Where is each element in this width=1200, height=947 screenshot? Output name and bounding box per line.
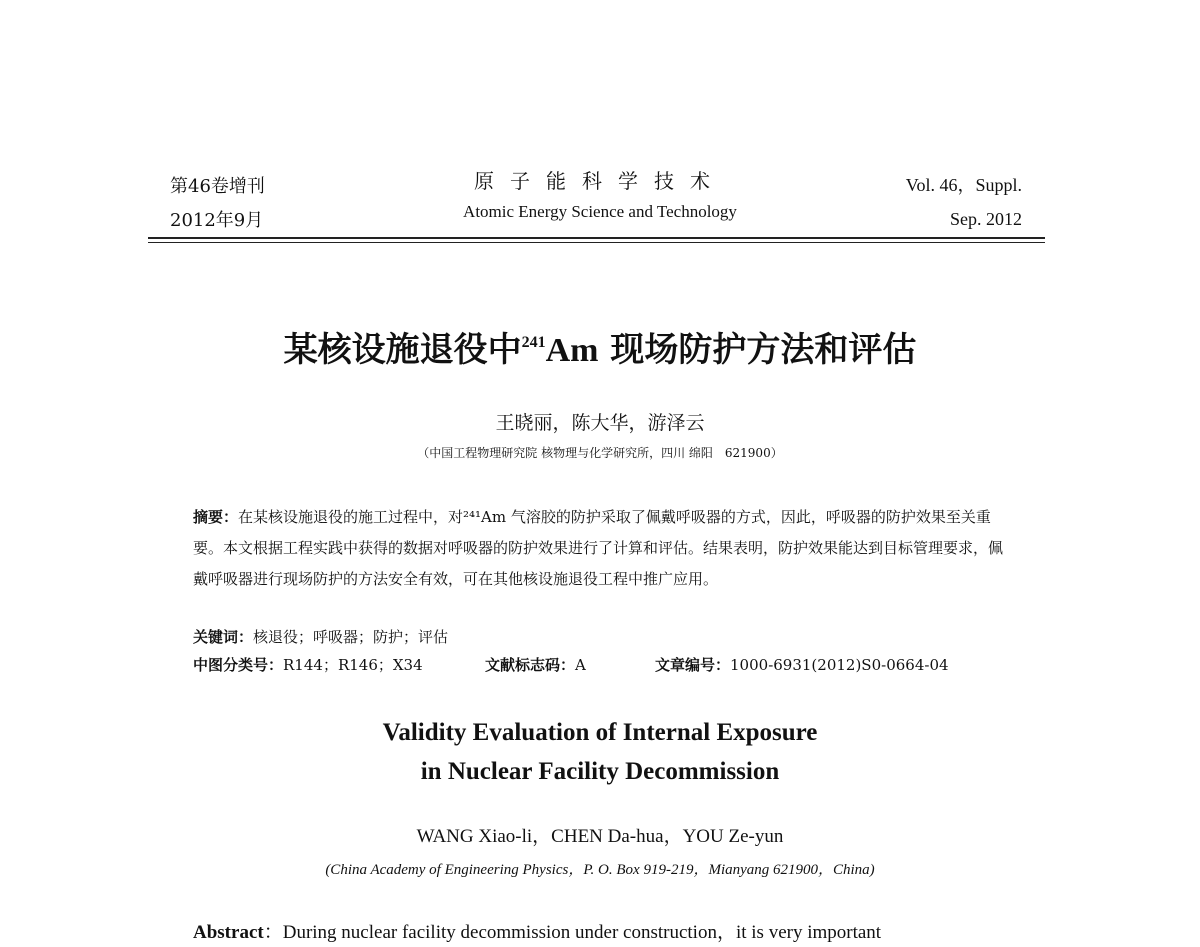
clc-number <box>193 650 485 680</box>
authors-en: WANG Xiao-li，CHEN Da-hua，YOU Ze-yun <box>416 826 784 847</box>
title-cn-isotope-number: 241 <box>521 334 546 351</box>
title-cn-element: Am <box>545 332 599 369</box>
doc-code-label: 文献标志码： <box>485 656 576 674</box>
clc-label: 中图分类号： <box>193 656 284 674</box>
clc-value: R144；R146；X34 <box>283 656 423 674</box>
journal-name-en: Atomic Energy Science and Technology <box>463 202 737 221</box>
keywords-text: 核退役；呼吸器；防护；评估 <box>253 628 449 646</box>
journal-name-cn: 原子能科学技术 <box>474 169 726 193</box>
affiliation-cn: （中国工程物理研究院 核物理与化学研究所，四川 绵阳 621900） <box>417 446 783 460</box>
journal-issue-cn <box>170 170 265 238</box>
abstract-cn-label: 摘要： <box>193 508 239 526</box>
abstract-en <box>193 919 881 947</box>
abstract-cn <box>193 502 1008 595</box>
article-number-value: 1000-6931(2012)S0-0664-04 <box>730 656 949 674</box>
header-rule-thick <box>148 237 1045 239</box>
authors-cn: 王晓丽，陈大华，游泽云 <box>495 412 705 434</box>
header-rule-thin <box>148 242 1045 243</box>
classification-line <box>193 650 949 680</box>
keywords-label: 关键词： <box>193 628 254 646</box>
title-en-line1: Validity Evaluation of Internal Exposure <box>382 719 818 746</box>
date-en: Sep. 2012 <box>950 209 1022 229</box>
paper-title-en <box>0 713 1200 791</box>
volume-en: Vol. 46，Suppl. <box>905 175 1022 195</box>
abstract-cn-text: 在某核设施退役的施工过程中，对²⁴¹Am 气溶胶的防护采取了佩戴呼吸器的方式，因此，呼吸器的防护效果至关重要。本文根据工程实践中获得的数据对呼吸器的防护效果进行了计算和评估。结果表明，防护效果能达到目标管理要求，佩戴呼吸器进行现场防护的方法安全有效，可在其他核设施退役工程中推广应用。 <box>193 508 1004 588</box>
affiliation-en: (China Academy of Engineering Physics，P. O. Box 919-219，Mianyang 621900，China) <box>325 862 875 878</box>
abstract-en-separator: ： <box>263 922 283 943</box>
title-cn-part1: 某核设施退役中 <box>283 330 522 370</box>
date-cn: 2012年9月 <box>170 210 264 231</box>
keywords-cn <box>193 622 448 652</box>
abstract-en-text: During nuclear facility decommission under construction，it is very important <box>282 922 882 943</box>
article-number <box>655 650 949 680</box>
doc-code-value: A <box>575 656 586 674</box>
article-number-label: 文章编号： <box>655 656 731 674</box>
journal-issue-en <box>906 168 1022 236</box>
abstract-en-label: Abstract <box>193 922 264 943</box>
title-cn-part2: 现场防护方法和评估 <box>598 330 917 370</box>
document-code <box>485 650 655 680</box>
volume-cn: 第46卷增刊 <box>170 176 265 197</box>
paper-title-cn <box>0 318 1200 376</box>
journal-name <box>380 168 820 230</box>
title-en-line2: in Nuclear Facility Decommission <box>420 758 780 785</box>
